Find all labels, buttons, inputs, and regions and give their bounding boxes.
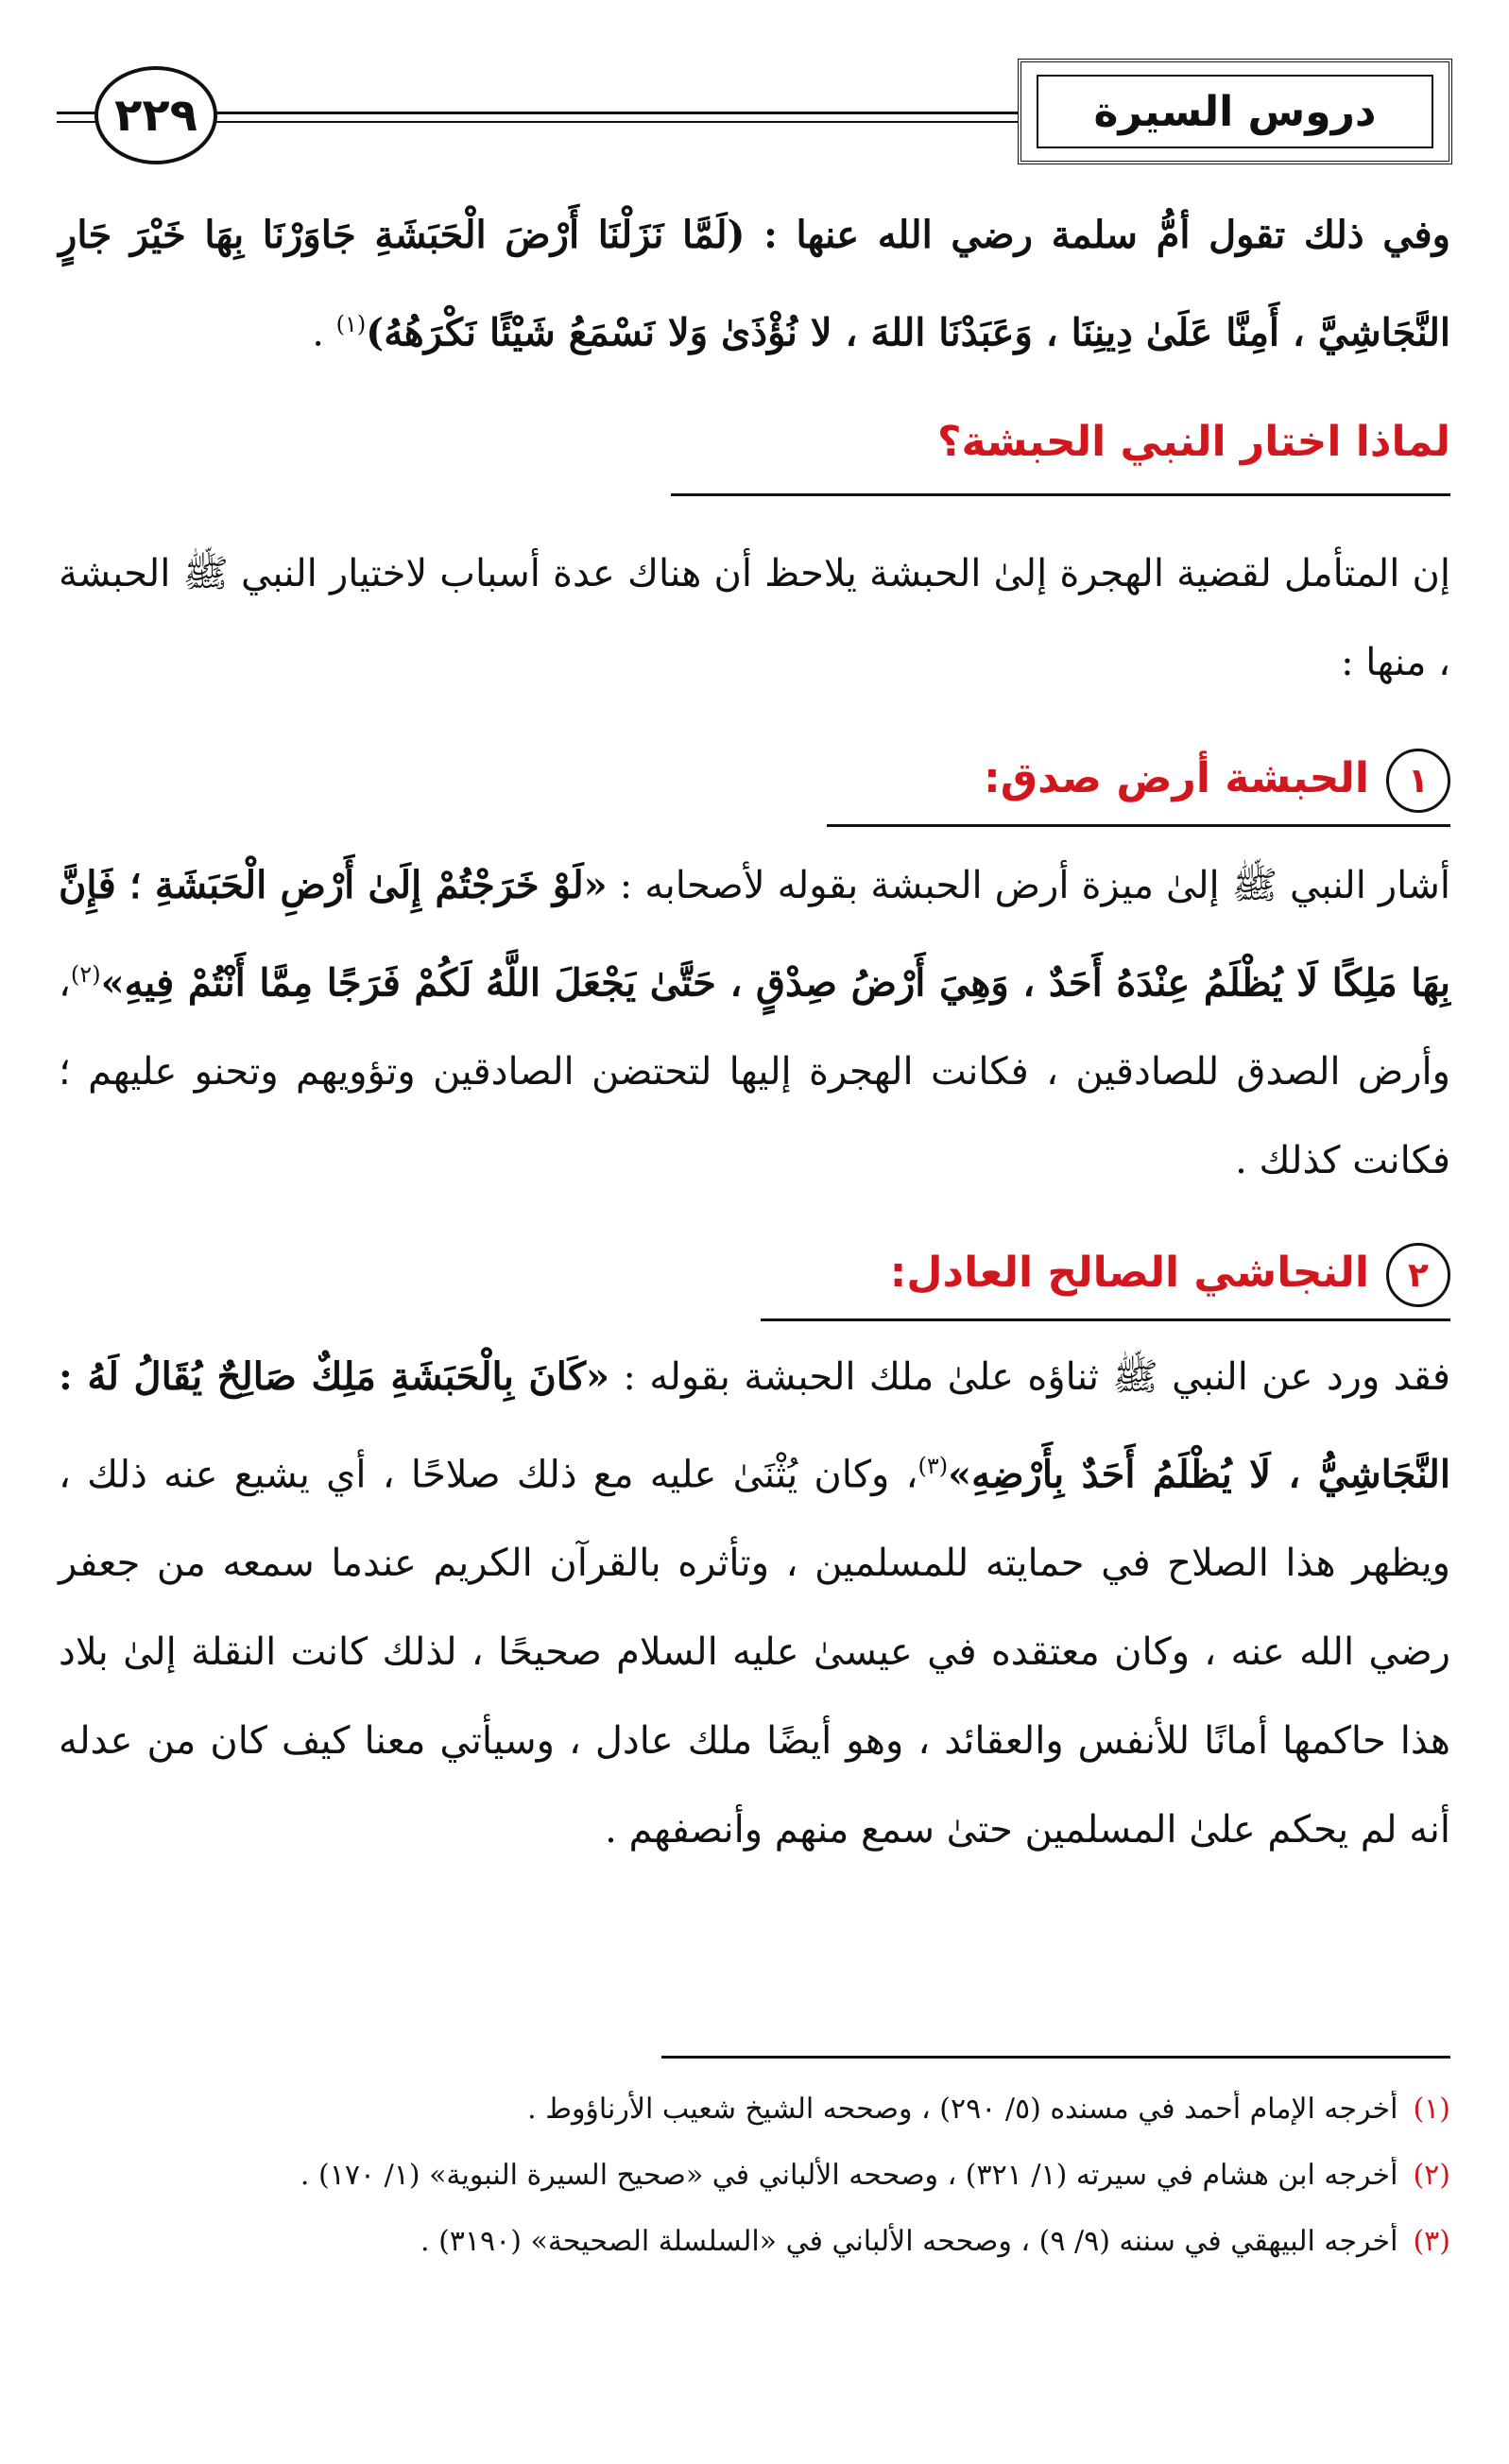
footnote-number: (٢): [1413, 2159, 1450, 2192]
section-2-lead: فقد ورد عن النبي ﷺ ثناؤه علىٰ ملك الحبشة بقوله :: [609, 1355, 1450, 1399]
section-1-tail: ، وأرض الصدق للصادقين ، فكانت الهجرة إليها لتحتضن الصادقين وتؤويهم وتحنو عليهم ؛ فكانت كذلك .: [59, 961, 1450, 1183]
section-1-paragraph: [59, 841, 1450, 1205]
heading-underline: [671, 493, 1450, 496]
footnote-number: (١): [1413, 2093, 1450, 2126]
section-main-paragraph: إن المتأمل لقضية الهجرة إلىٰ الحبشة يلاحظ أن هناك عدة أسباب لاختيار النبي ﷺ الحبشة ، منها :: [59, 552, 1450, 684]
section-2-paragraph: [59, 1333, 1450, 1874]
footnote-text: أخرجه البيهقي في سننه (٩/ ٩) ، وصححه الألباني في «السلسلة الصحيحة» (٣١٩٠) .: [420, 2225, 1398, 2258]
hadith-quote-1: «لَوْ خَرَجْتُمْ إِلَىٰ أَرْضِ الْحَبَشَةِ ؛ فَإِنَّ بِهَا مَلِكًا لَا يُظْلَمُ عِنْدَهُ أَحَدٌ ، وَهِيَ أَرْضُ صِدْقٍ ، حَتَّىٰ يَجْعَلَ اللَّهُ لَكُمْ فَرَجًا مِمَّا أَنْتُمْ فِيهِ»: [59, 863, 1450, 1006]
running-title-frame: [1018, 59, 1452, 164]
footnote-1: [59, 2091, 1450, 2128]
subsection-heading-1: [984, 749, 1450, 813]
footnote-ref: (٢): [70, 961, 101, 988]
section-heading: لماذا اختار النبي الحبشة؟: [936, 418, 1450, 466]
intro-text: وفي ذلك تقول أمُّ سلمة رضي الله عنها : (لَمَّا نَزَلْنَا أَرْضَ الْحَبَشَةِ جَاوَرْنَا بِهَا خَيْرَ جَارٍ النَّجَاشِيَّ ، أَمِنَّا عَلَىٰ دِينِنَا ، وَعَبَدْنَا اللهَ ، لا نُؤْذَىٰ وَلا نَسْمَعُ شَيْئًا نَكْرَهُهُ): [59, 213, 1450, 355]
subsection-title-1: الحبشة أرض صدق:: [984, 754, 1369, 802]
subsection-number-2: ٢: [1386, 1243, 1450, 1307]
footnote-number: (٣): [1413, 2225, 1450, 2258]
footnote-text: أخرجه ابن هشام في سيرته (١/ ٣٢١) ، وصححه الألباني في «صحيح السيرة النبوية» (١/ ١٧٠) .: [300, 2159, 1398, 2192]
heading-underline: [827, 824, 1450, 827]
heading-underline: [761, 1318, 1450, 1321]
subsection-title-2: النجاشي الصالح العادل:: [889, 1249, 1369, 1297]
footnote-ref: (١): [335, 311, 367, 337]
section-1-lead: أشار النبي ﷺ إلىٰ ميزة أرض الحبشة بقوله لأصحابه :: [607, 864, 1450, 907]
footnote-text: أخرجه الإمام أحمد في مسنده (٥/ ٢٩٠) ، وصححه الشيخ شعيب الأرناؤوط .: [527, 2093, 1398, 2126]
footnote-separator: [661, 2056, 1450, 2059]
footnote-3: [59, 2223, 1450, 2261]
hadith-quote-2: «كَانَ بِالْحَبَشَةِ مَلِكٌ صَالِحٌ يُقَالُ لَهُ : النَّجَاشِيُّ ، لَا يُظْلَمُ أَحَدٌ بِأَرْضِهِ»: [59, 1354, 1450, 1497]
footnote-2: [59, 2157, 1450, 2195]
subsection-heading-2: [890, 1243, 1450, 1307]
running-title: دروس السيرة: [1037, 75, 1433, 148]
subsection-number-1: ١: [1386, 749, 1450, 813]
page-number: ٢٢٩: [94, 66, 217, 164]
section-2-tail: ، وكان يُثْنَىٰ عليه مع ذلك صلاحًا ، أي يشيع عنه ذلك ، ويظهر هذا الصلاح في حمايته للمسلمين ، وتأثره بالقرآن الكريم عندما سمعه من جعفر رضي الله عنه ، وكان معتقده في عيسىٰ عليه السلام صحيحًا ، لذلك كانت النقلة إلىٰ بلاد هذا حاكمها أمانًا للأنفس والعقائد ، وهو أيضًا ملك عادل ، وسيأتي معنا كيف كان من عدله أنه لم يحكم علىٰ المسلمين حتىٰ سمع منهم وأنصفهم .: [59, 1453, 1450, 1852]
intro-tail: .: [312, 311, 336, 355]
footnote-ref: (٣): [917, 1453, 949, 1479]
intro-paragraph: [59, 191, 1450, 377]
